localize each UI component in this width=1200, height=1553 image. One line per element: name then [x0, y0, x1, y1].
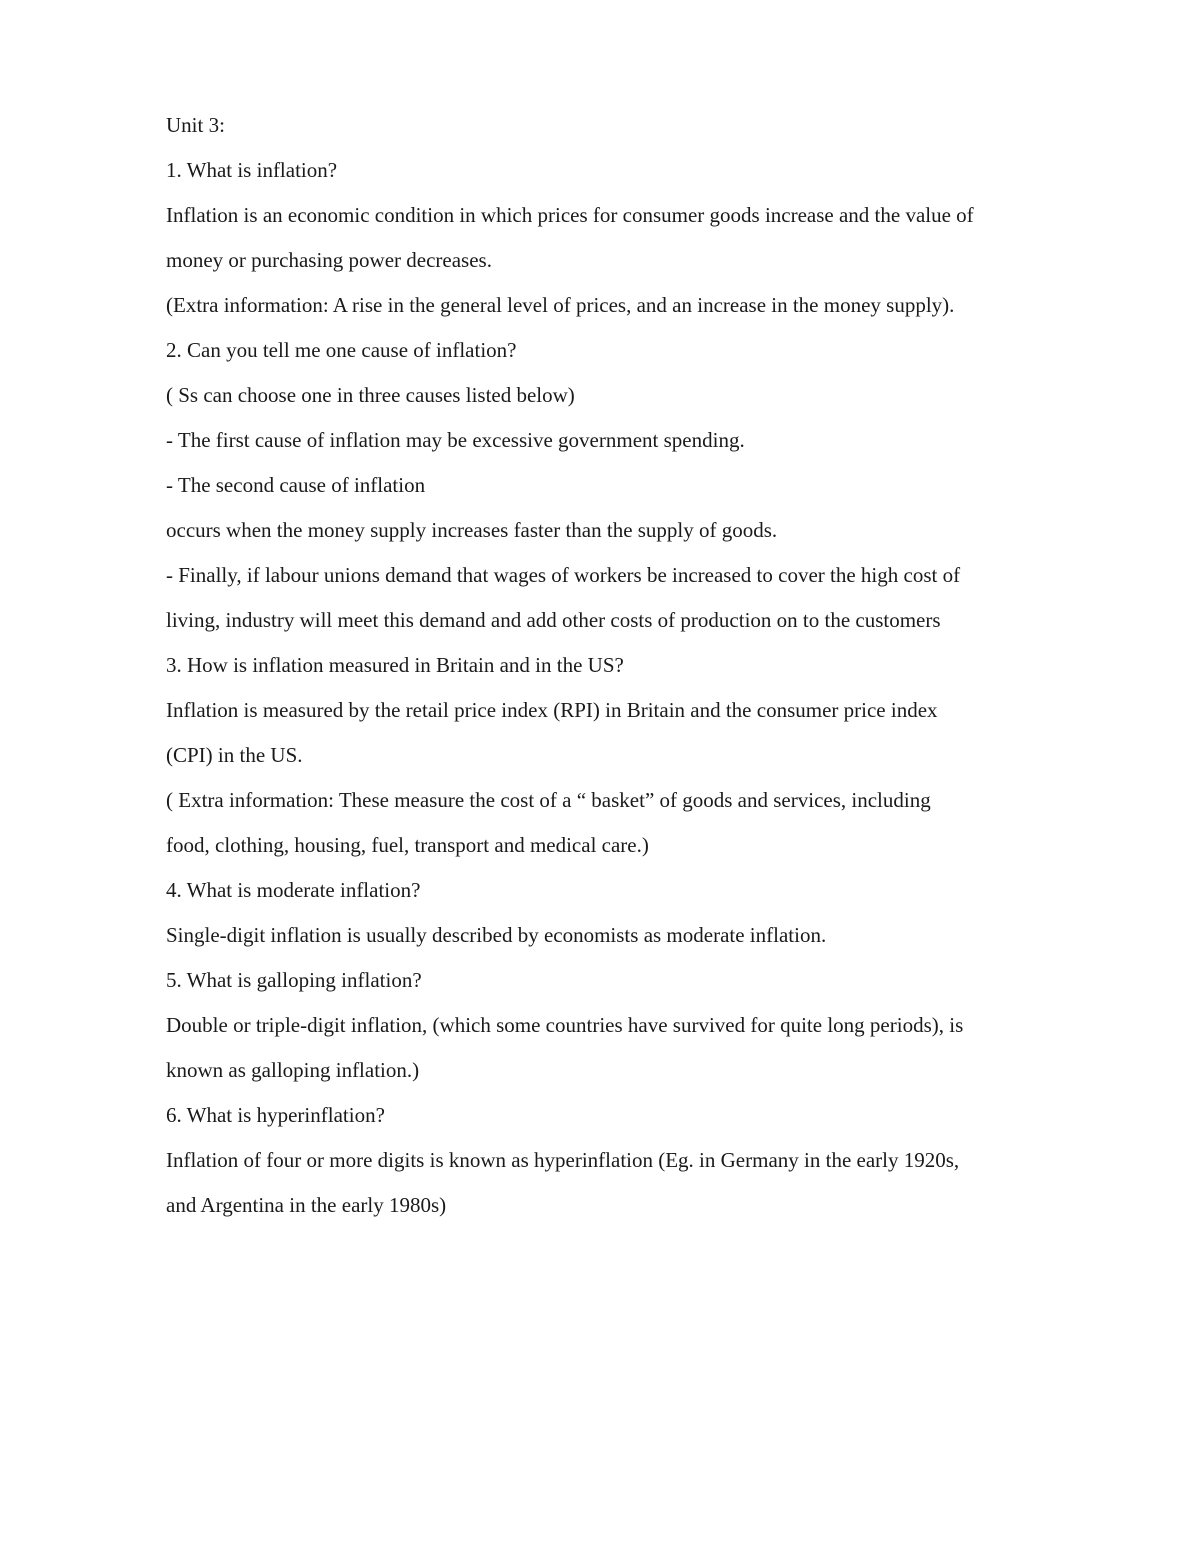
answer-1-extra: (Extra information: A rise in the general level of prices, and an increase in the money supply). — [166, 293, 955, 317]
question-5: 5. What is galloping inflation? — [166, 968, 422, 992]
question-6: 6. What is hyperinflation? — [166, 1103, 385, 1127]
answer-2-cause-3-line-1: - Finally, if labour unions demand that wages of workers be increased to cover the high cost of — [166, 563, 961, 587]
answer-6-line-2: and Argentina in the early 1980s) — [166, 1193, 447, 1217]
question-3: 3. How is inflation measured in Britain and in the US? — [166, 653, 624, 677]
answer-2-cause-2-line-1: - The second cause of inflation — [166, 473, 426, 497]
unit-heading: Unit 3: — [166, 113, 225, 137]
answer-3-line-1: Inflation is measured by the retail price index (RPI) in Britain and the consumer price index — [166, 698, 938, 722]
answer-2-cause-3-line-2: living, industry will meet this demand and add other costs of production on to the customers — [166, 608, 941, 632]
answer-1-line-1: Inflation is an economic condition in which prices for consumer goods increase and the value of — [166, 203, 974, 227]
answer-2-cause-1: - The first cause of inflation may be excessive government spending. — [166, 428, 745, 452]
question-4: 4. What is moderate inflation? — [166, 878, 421, 902]
answer-3-line-2: (CPI) in the US. — [166, 743, 303, 767]
answer-5-line-1: Double or triple-digit inflation, (which some countries have survived for quite long periods), is — [166, 1013, 964, 1037]
answer-5-line-2: known as galloping inflation.) — [166, 1058, 420, 1082]
answer-2-note: ( Ss can choose one in three causes listed below) — [166, 383, 575, 407]
answer-2-cause-2-line-2: occurs when the money supply increases faster than the supply of goods. — [166, 518, 778, 542]
answer-3-extra-line-1: ( Extra information: These measure the cost of a “ basket” of goods and services, including — [166, 788, 931, 812]
answer-4: Single-digit inflation is usually described by economists as moderate inflation. — [166, 923, 827, 947]
question-1: 1. What is inflation? — [166, 158, 338, 182]
question-2: 2. Can you tell me one cause of inflation? — [166, 338, 517, 362]
answer-1-line-2: money or purchasing power decreases. — [166, 248, 492, 272]
answer-3-extra-line-2: food, clothing, housing, fuel, transport and medical care.) — [166, 833, 649, 857]
document-body — [166, 110, 1086, 1235]
answer-6-line-1: Inflation of four or more digits is known as hyperinflation (Eg. in Germany in the early 1920s, — [166, 1148, 960, 1172]
